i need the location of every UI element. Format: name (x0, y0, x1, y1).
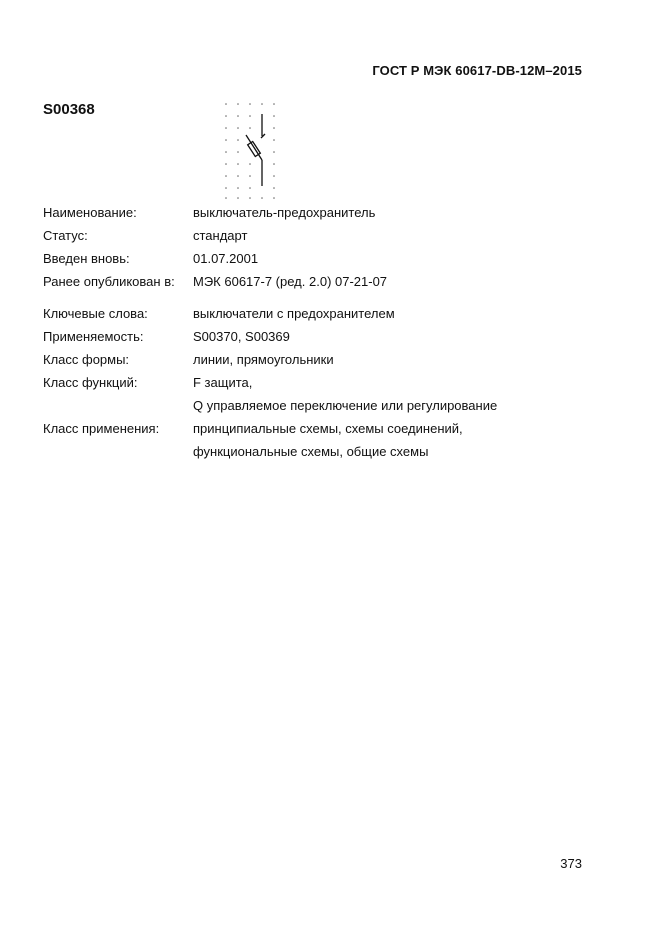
field-value: МЭК 60617-7 (ред. 2.0) 07-21-07 (193, 274, 388, 289)
switch-fuse-lines (246, 114, 265, 186)
field-value: 01.07.2001 (193, 251, 259, 266)
symbol-code: S00368 (43, 101, 95, 118)
switch-fuse-symbol-icon (218, 98, 282, 202)
field-label: Наименование: (43, 205, 137, 220)
field-value: выключатель-предохранитель (193, 205, 376, 220)
field-label: Введен вновь: (43, 251, 130, 266)
field-label: Класс функций: (43, 375, 138, 390)
field-value: линии, прямоугольники (193, 352, 334, 367)
field-value: стандарт (193, 228, 248, 243)
field-value: S00370, S00369 (193, 329, 290, 344)
field-value: выключатели с предохранителем (193, 306, 395, 321)
page-number: 373 (560, 856, 582, 871)
field-label: Класс применения: (43, 421, 160, 436)
field-value: принципиальные схемы, схемы соединений, (193, 421, 463, 436)
field-label: Ключевые слова: (43, 306, 148, 321)
field-value: Q управляемое переключение или регулирование (193, 398, 498, 413)
document-header: ГОСТ Р МЭК 60617-DB-12M–2015 (372, 63, 582, 78)
grid-dots (225, 103, 275, 199)
field-label: Статус: (43, 228, 88, 243)
field-label: Применяемость: (43, 329, 144, 344)
field-label: Класс формы: (43, 352, 130, 367)
field-value: функциональные схемы, общие схемы (193, 444, 429, 459)
field-label: Ранее опубликован в: (43, 274, 175, 289)
field-value: F защита, (193, 375, 253, 390)
